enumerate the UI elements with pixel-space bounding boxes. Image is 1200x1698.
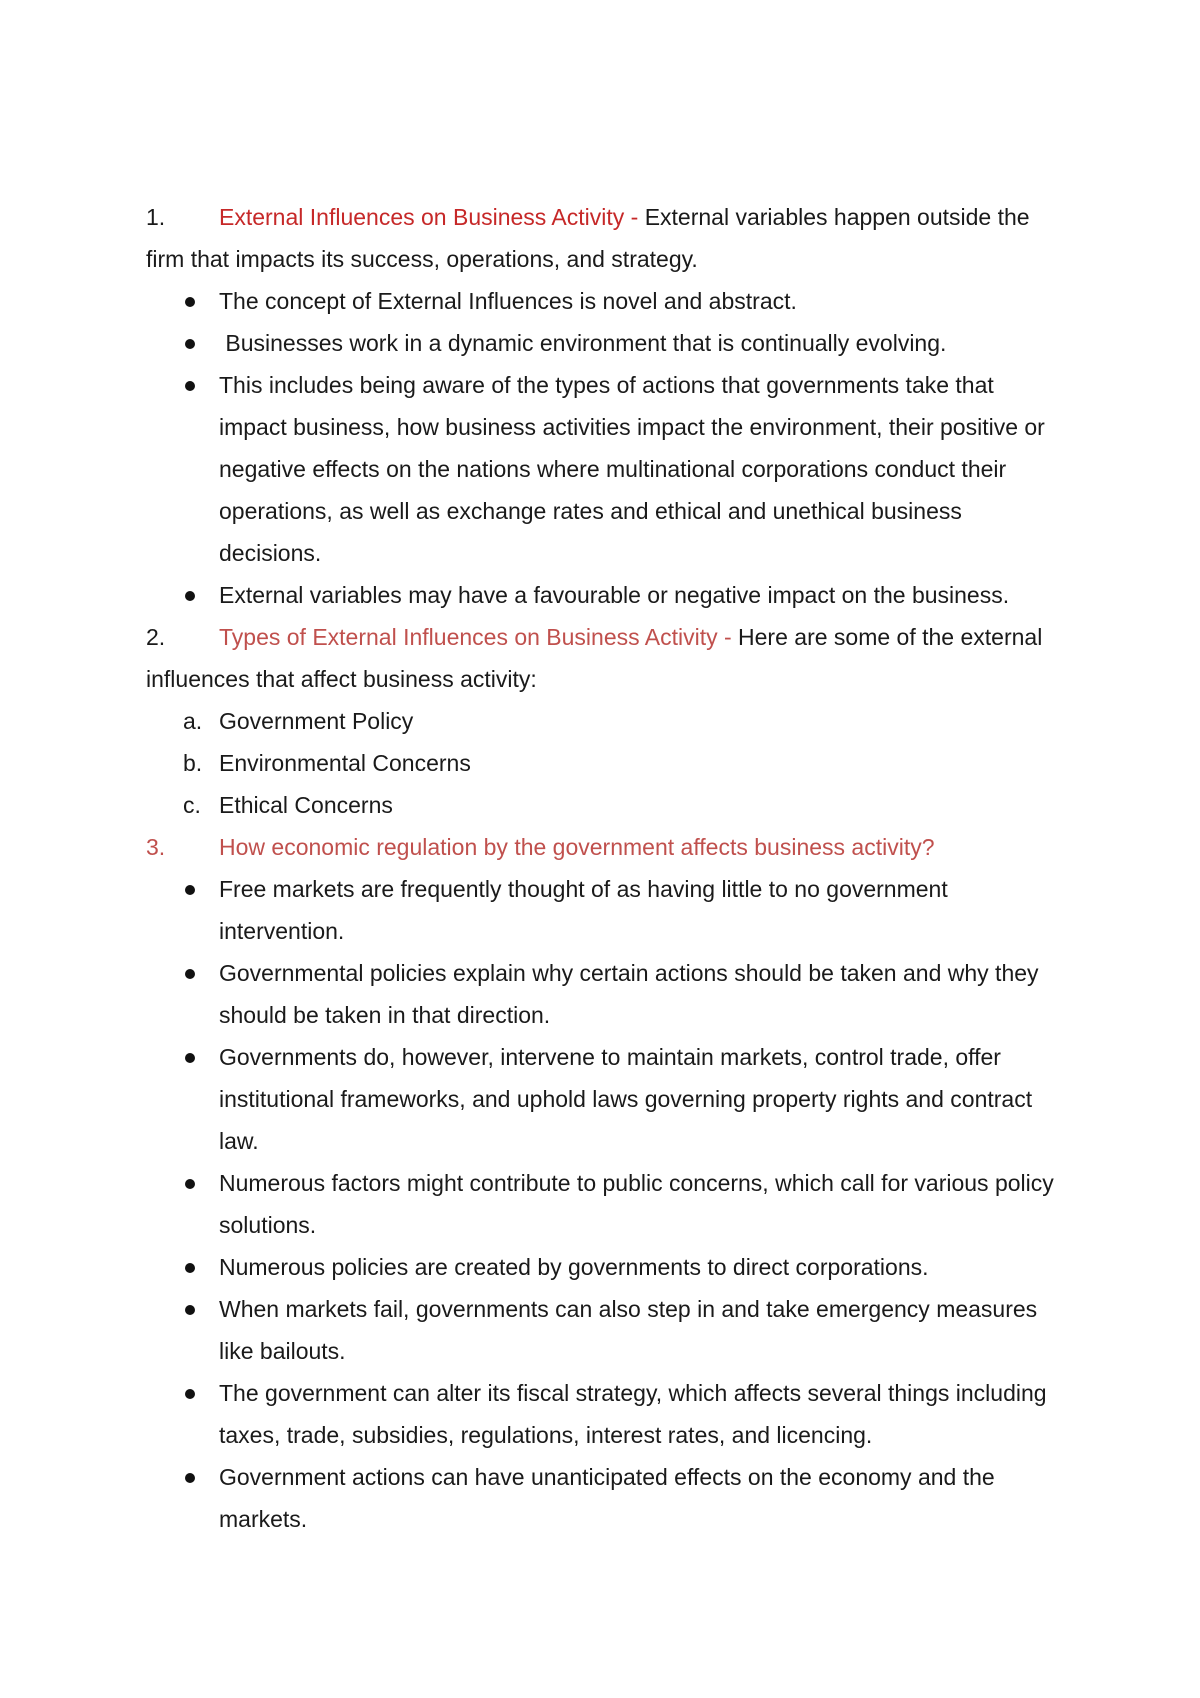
- list-item: [146, 742, 1066, 784]
- bullet-icon: [185, 1305, 195, 1315]
- bullet-icon: [185, 381, 195, 391]
- section-1-paragraph: [146, 196, 1066, 280]
- section-2-intro: Here are some of the external influences that affect business activity:: [146, 624, 1043, 692]
- list-item: [146, 364, 1066, 574]
- list-item-text: The concept of External Influences is novel and abstract.: [219, 288, 797, 314]
- section-2-number: 2.: [146, 624, 166, 650]
- list-item: [146, 1372, 1066, 1456]
- list-marker: b.: [183, 750, 203, 776]
- section-3-heading: How economic regulation by the government affects business activity?: [219, 834, 935, 860]
- section-1-bullet-list: [146, 280, 1066, 616]
- document-page: [146, 196, 1066, 1540]
- section-1-heading: External Influences on Business Activity -: [219, 204, 639, 230]
- list-item-text: The government can alter its fiscal strategy, which affects several things including taxes, trade, subsidies, regulations, interest rates, and licencing.: [219, 1380, 1047, 1448]
- section-3-bullet-list: [146, 868, 1066, 1540]
- list-marker: a.: [183, 708, 203, 734]
- list-item: [146, 1456, 1066, 1540]
- section-2-alpha-list: [146, 700, 1066, 826]
- list-item: [146, 784, 1066, 826]
- bullet-icon: [185, 885, 195, 895]
- list-item-text: Businesses work in a dynamic environment that is continually evolving.: [219, 330, 947, 356]
- list-item: [146, 1246, 1066, 1288]
- list-marker: c.: [183, 792, 201, 818]
- section-3-paragraph: [146, 826, 1066, 868]
- section-1-number: 1.: [146, 204, 166, 230]
- list-item-text: Governments do, however, intervene to maintain markets, control trade, offer institutional frameworks, and uphold laws governing property rights and contract law.: [219, 1044, 1033, 1154]
- list-item-text: Free markets are frequently thought of as having little to no government intervention.: [219, 876, 948, 944]
- list-item-text: Government Policy: [219, 708, 414, 734]
- bullet-icon: [185, 1263, 195, 1273]
- section-3-number: 3.: [146, 834, 166, 860]
- list-item: [146, 574, 1066, 616]
- list-item: [146, 700, 1066, 742]
- section-2-paragraph: [146, 616, 1066, 700]
- list-item-text: Government actions can have unanticipated effects on the economy and the markets.: [219, 1464, 995, 1532]
- section-2-heading: Types of External Influences on Business Activity -: [219, 624, 732, 650]
- list-item-text: When markets fail, governments can also step in and take emergency measures like bailouts.: [219, 1296, 1038, 1364]
- list-item-text: Governmental policies explain why certain actions should be taken and why they should be taken in that direction.: [219, 960, 1039, 1028]
- list-item: [146, 1162, 1066, 1246]
- list-item-text: Environmental Concerns: [219, 750, 471, 776]
- list-item-text: External variables may have a favourable or negative impact on the business.: [219, 582, 1010, 608]
- list-item: [146, 1036, 1066, 1162]
- list-item: [146, 868, 1066, 952]
- bullet-icon: [185, 591, 195, 601]
- list-item-text: This includes being aware of the types of actions that governments take that impact business, how business activities impact the environment, their positive or negative effects on the nations where multinational corporations conduct their operations, as well as exchange rates and ethical and unethical business decisions.: [219, 372, 1045, 566]
- section-1-intro: External variables happen outside the firm that impacts its success, operations, and strategy.: [146, 204, 1030, 272]
- bullet-icon: [185, 1389, 195, 1399]
- list-item-text: Numerous factors might contribute to public concerns, which call for various policy solutions.: [219, 1170, 1054, 1238]
- bullet-icon: [185, 297, 195, 307]
- list-item: [146, 1288, 1066, 1372]
- bullet-icon: [185, 339, 195, 349]
- bullet-icon: [185, 1179, 195, 1189]
- bullet-icon: [185, 969, 195, 979]
- list-item: [146, 280, 1066, 322]
- list-item: [146, 952, 1066, 1036]
- list-item-text: Ethical Concerns: [219, 792, 393, 818]
- list-item: [146, 322, 1066, 364]
- bullet-icon: [185, 1473, 195, 1483]
- list-item-text: Numerous policies are created by governments to direct corporations.: [219, 1254, 929, 1280]
- bullet-icon: [185, 1053, 195, 1063]
